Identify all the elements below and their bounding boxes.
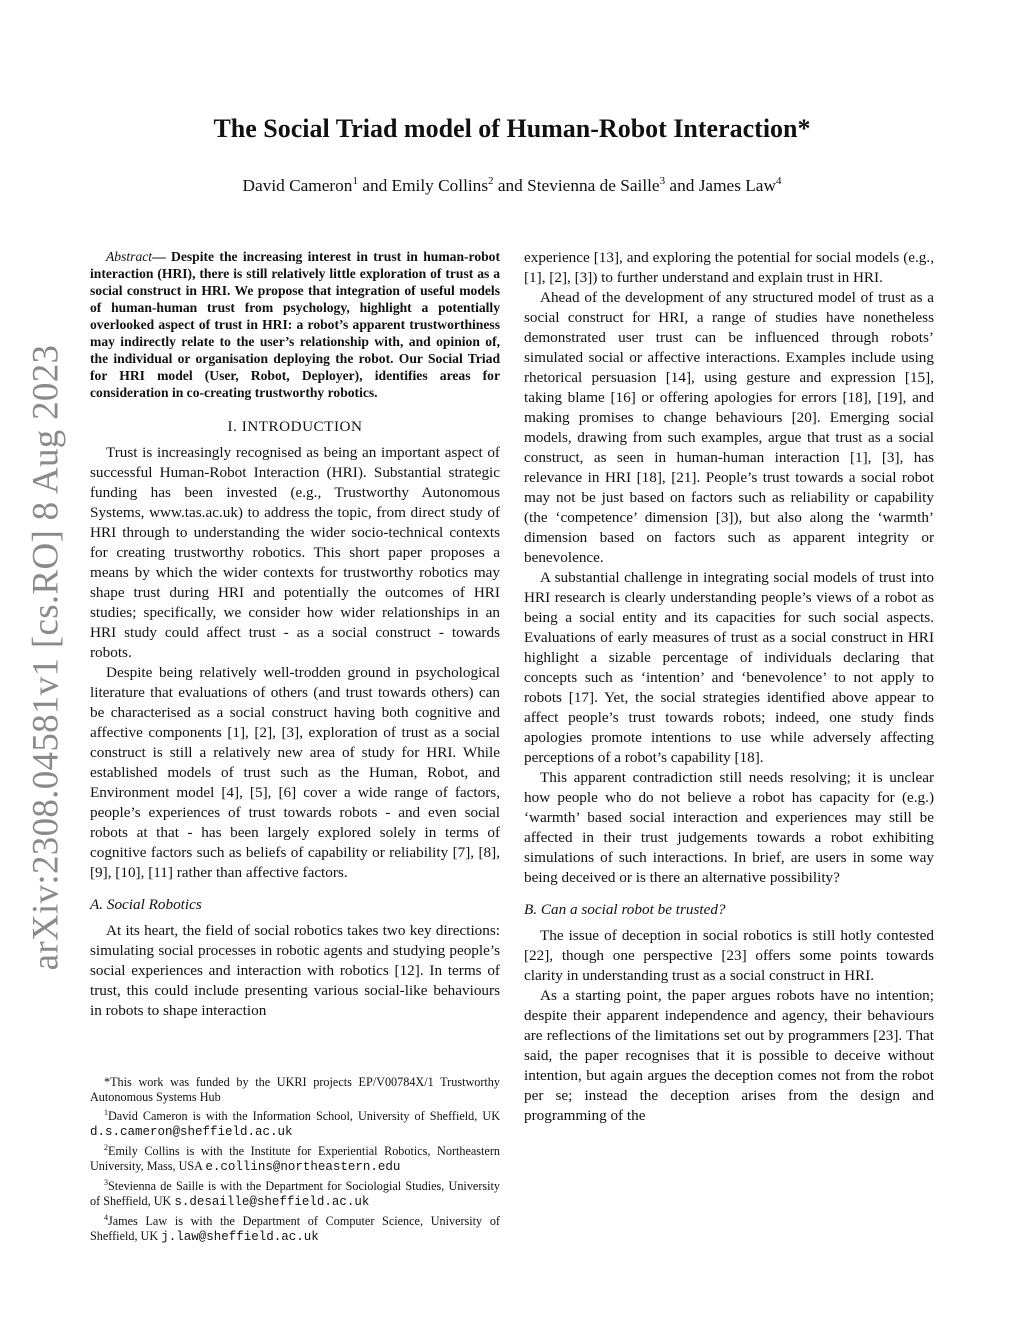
author-name: Emily Collins — [391, 175, 489, 195]
paragraph: Ahead of the development of any structured model of trust as a social construct for HRI, a range of studies have nonetheless demonstrated user trust can be influenced through robots’ simulated social or affective interactions. Examples include using rhetorical persuasion [14], using gesture and expression [15], taking blame [16] or offering apologies for errors [18], [19], and making promises to change behaviours [20]. Emerging social models, drawing from such examples, argue that trust as a social construct, as seen in human-human interaction [1], [3], has relevance in HRI [18], [21]. People’s trust towards a social robot may not be just based on factors such as reliability or capability (the ‘competence’ dimension [3]), but also along the ‘warmth’ dimension based on factors such as apparent integrity or benevolence. — [524, 289, 934, 566]
author-connector: and — [493, 175, 528, 195]
paragraph: A substantial challenge in integrating social models of trust into HRI research is clearly understanding people’s views of a robot as being a social entity and its capacities for such social aspects. Evaluations of early measures of trust as a social construct in HRI highlight a sizable percentage of individuals declaring that concepts such as ‘intention’ and ‘benevolence’ to not apply to robots [17]. Yet, the social strategies identified above appear to affect people’s trust towards robots; indeed, one study finds apologies promote intentions to use while adversely affecting perceptions of a robot’s capability [18]. — [524, 569, 934, 766]
footnote-affiliation: $^4$James Law is with the Department of Computer Science, University of Sheffield, UK j.law@sheffield.ac.uk — [90, 1213, 500, 1245]
author-email: d.s.cameron@sheffield.ac.uk — [90, 1125, 293, 1140]
abstract-text: — Despite the increasing interest in trust in human-robot interaction (HRI), there is still relatively little exploration of trust as a social construct in HRI. We propose that integration of useful models of human-human trust from psychology, highlight a potentially overlooked aspect of trust in HRI: a robot’s apparent trustworthiness may indirectly relate to the user’s relationship with, and opinion of, the individual or organisation deploying the robot. Our Social Triad for HRI model (User, Robot, Deployer), identifies areas for consideration in co-creating trustworthy robotics. — [90, 249, 500, 400]
paragraph: This apparent contradiction still needs resolving; it is unclear how people who do not believe a robot has capacity for (e.g.) ‘warmth’ based social interaction and experiences may still be affected in their trust judgements towards a robot exhibiting simulations of such interactions. In brief, are users in some way being deceived or is there an alternative possibility? — [524, 769, 934, 886]
subsection-heading-trust: B. Can a social robot be trusted? — [524, 901, 726, 918]
author-email: e.collins@northeastern.edu — [205, 1160, 401, 1175]
footnote-mark: 2 — [104, 1143, 108, 1153]
paragraph-continuation: experience [13], and exploring the potential for social models (e.g., [1], [2], [3]) to further understand and explain trust in HRI. — [524, 249, 934, 286]
author-line — [90, 175, 934, 196]
arxiv-id: arXiv:2308.04581v1 [cs.RO] 8 Aug 2023 — [25, 344, 67, 970]
author-email: j.law@sheffield.ac.uk — [161, 1230, 319, 1245]
left-column — [90, 248, 500, 1021]
right-column — [524, 248, 934, 1126]
paragraph: Despite being relatively well-trodden ground in psychological literature that evaluations of others (and trust towards others) can be characterised as a social construct having both cognitive and affective components [1], [2], [3], exploration of trust as a social construct is still a relatively new area of study for HRI. While established models of trust such as the Human, Robot, and Environment model [4], [5], [6] cover a wide range of factors, people’s experiences of trust towards robots - and even social robots at that - has been largely explored solely in terms of cognitive factors such as beliefs of capability or reliability [7], [8], [9], [10], [11] rather than affective factors. — [90, 664, 500, 881]
paragraph: At its heart, the field of social robotics takes two key directions: simulating social processes in robotic agents and studying people’s social experiences and interaction with robotics [12]. In terms of trust, this could include presenting various social-like behaviours in robots to shape interaction — [90, 922, 500, 1019]
paragraph: As a starting point, the paper argues robots have no intention; despite their apparent independence and agency, their behaviours are reflections of the limitations set out by programmers [23]. That said, the paper recognises that it is possible to deceive without intention, but again argues the deception comes not from the robot per se; instead the deception arises from the design and programming of the — [524, 987, 934, 1124]
author-name: James Law — [698, 175, 776, 195]
author-affiliation-mark: 3 — [659, 175, 666, 187]
arxiv-sidebar-stamp — [6, 344, 86, 970]
author-connector: and — [357, 175, 392, 195]
footnote-funding: *This work was funded by the UKRI projects EP/V00784X/1 Trustworthy Autonomous Systems Hub — [90, 1075, 500, 1104]
footnote-affiliation: $^1$David Cameron is with the Information School, University of Sheffield, UK d.s.cameron@sheffield.ac.uk — [90, 1108, 500, 1140]
author-name: Stevienna de Saille — [527, 175, 660, 195]
footnote-mark: 4 — [104, 1213, 108, 1223]
footnote-mark: 3 — [104, 1178, 108, 1188]
paragraph: The issue of deception in social robotics is still hotly contested [22], though one perspective [23] offers some points towards clarity in understanding trust as a social construct in HRI. — [524, 927, 934, 984]
author-affiliation-mark: 2 — [488, 175, 494, 187]
abstract-label: Abstract — [106, 249, 153, 264]
paragraph: Trust is increasingly recognised as being an important aspect of successful Human-Robot Interaction (HRI). Substantial strategic funding has been invested (e.g., Trustworthy Autonomous Systems, www.tas.ac.uk) to address the topic, from direct study of HRI through to understanding the wider socio-technical contexts for creating trustworthy robotics. This short paper proposes a means by which the wider contexts for trustworthy robotics may shape trust during HRI and potentially the outcomes of HRI studies; specifically, we consider how wider relationships in an HRI study could affect trust - as a social construct - towards robots. — [90, 444, 500, 661]
footnote-mark: 1 — [104, 1108, 108, 1117]
footnotes — [90, 1075, 500, 1245]
footnote-affiliation: $^3$Stevienna de Saille is with the Department for Sociologial Studies, University of Sheffield, UK s.desaille@sheffield.ac.uk — [90, 1178, 500, 1210]
author-affiliation-mark: 1 — [352, 175, 358, 187]
author-email: s.desaille@sheffield.ac.uk — [174, 1195, 370, 1210]
subsection-heading-social-robotics: A. Social Robotics — [90, 896, 202, 913]
section-heading-introduction: I. INTRODUCTION — [227, 418, 363, 435]
abstract — [90, 248, 500, 401]
author-name: David Cameron — [242, 175, 353, 195]
author-connector: and — [665, 175, 699, 195]
author-affiliation-mark: 4 — [775, 175, 782, 187]
footnote-affiliation: $^2$Emily Collins is with the Institute for Experiential Robotics, Northeastern University, Mass, USA e.collins@northeastern.edu — [90, 1143, 500, 1175]
paper-title: The Social Triad model of Human-Robot Interaction* — [213, 114, 811, 143]
